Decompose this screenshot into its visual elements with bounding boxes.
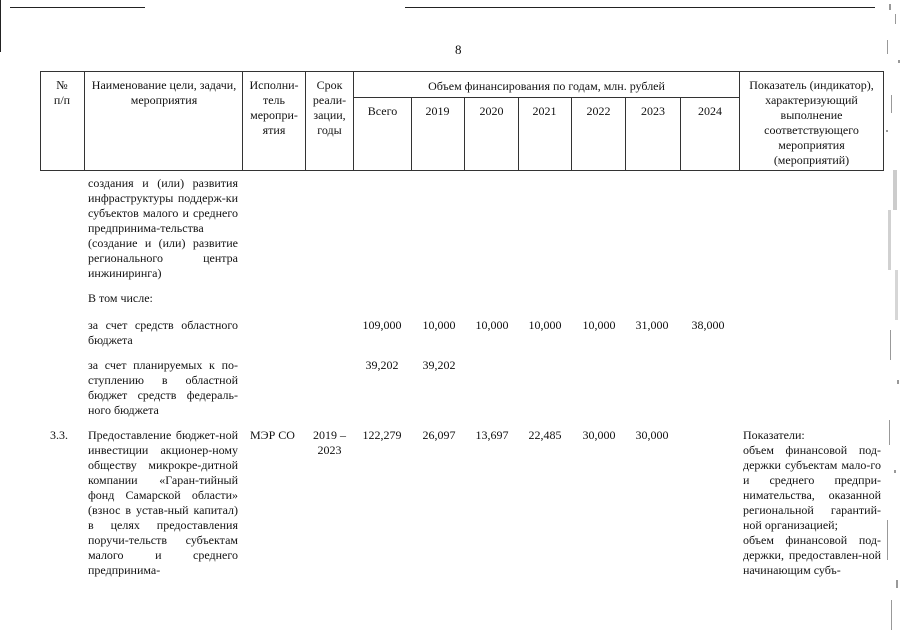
- item-3-3-executor: МЭР СО: [250, 428, 295, 442]
- scan-noise-edge: [883, 0, 905, 640]
- header-col-num: № п/п: [53, 78, 71, 107]
- item-3-3-num: 3.3.: [50, 428, 68, 442]
- item-3-3-2019: 26,097: [422, 428, 456, 442]
- header-year-2020: 2020: [479, 104, 504, 118]
- regional-2024: 38,000: [691, 318, 725, 332]
- header-col-indicator: Показатель (индикатор), характеризующий выполнение соответствующего мероприятия (мероприятий): [749, 78, 874, 167]
- item-3-3-term: 2019 – 2023: [313, 428, 346, 457]
- regional-total: 109,000: [362, 318, 402, 332]
- top-rule-right: [405, 7, 875, 8]
- header-year-2022: 2022: [586, 104, 611, 118]
- regional-2019: 10,000: [422, 318, 456, 332]
- header-col-total: Всего: [367, 104, 398, 118]
- header-col-name: Наименование цели, задачи, мероприятия: [91, 78, 237, 107]
- including-label: В том числе:: [88, 291, 153, 305]
- regional-2020: 10,000: [475, 318, 509, 332]
- continuation-text: создания и (или) развития инфраструктуры поддерж-ки субъектов малого и среднего предпринима-тельства (создание и (или) развитие регионального центра инжиниринга): [88, 176, 238, 280]
- item-3-3-total: 122,279: [362, 428, 402, 442]
- item-3-3-2022: 30,000: [582, 428, 616, 442]
- left-edge-rule: [0, 0, 1, 52]
- regional-budget-label: за счет средств областного бюджета: [88, 318, 238, 347]
- header-year-2023: 2023: [641, 104, 665, 118]
- regional-2021: 10,000: [528, 318, 562, 332]
- item-3-3-name: Предоставление бюджет-ной инвестиции акционер-ному обществу микрокре-дитной компании «Гаран-тийный фонд Самарской области» (взнос в устав-ный капитал) в целях предоставления поручи-тельств субъектам малого и среднего предпринима-: [88, 428, 238, 577]
- header-col-funding: Объем финансирования по годам, млн. рублей: [428, 79, 665, 93]
- item-3-3-2023: 30,000: [635, 428, 669, 442]
- page-number: 8: [455, 42, 462, 57]
- header-col-term: Срок реали- зации, годы: [312, 78, 347, 137]
- federal-total: 39,202: [365, 358, 399, 372]
- header-year-2024: 2024: [698, 104, 722, 118]
- item-3-3-2020: 13,697: [475, 428, 509, 442]
- header-year-2019: 2019: [425, 104, 450, 118]
- regional-2022: 10,000: [582, 318, 616, 332]
- item-3-3-2021: 22,485: [528, 428, 562, 442]
- item-3-3-indicators: Показатели: объем финансовой под-держки субъектам мало-го и среднего предпри-нимательства, оказанной региональной гарантий-ной организацией; объем финансовой под-держки, предоставлен-ной начинающим субъ-: [743, 428, 881, 577]
- header-year-2021: 2021: [532, 104, 557, 118]
- federal-2019: 39,202: [422, 358, 456, 372]
- regional-2023: 31,000: [635, 318, 669, 332]
- header-col-executor: Исполни- тель меропри- ятия: [249, 78, 299, 137]
- federal-budget-label: за счет планируемых к по-ступлению в областной бюджет средств федераль-ного бюджета: [88, 358, 238, 417]
- top-rule-left: [10, 7, 145, 8]
